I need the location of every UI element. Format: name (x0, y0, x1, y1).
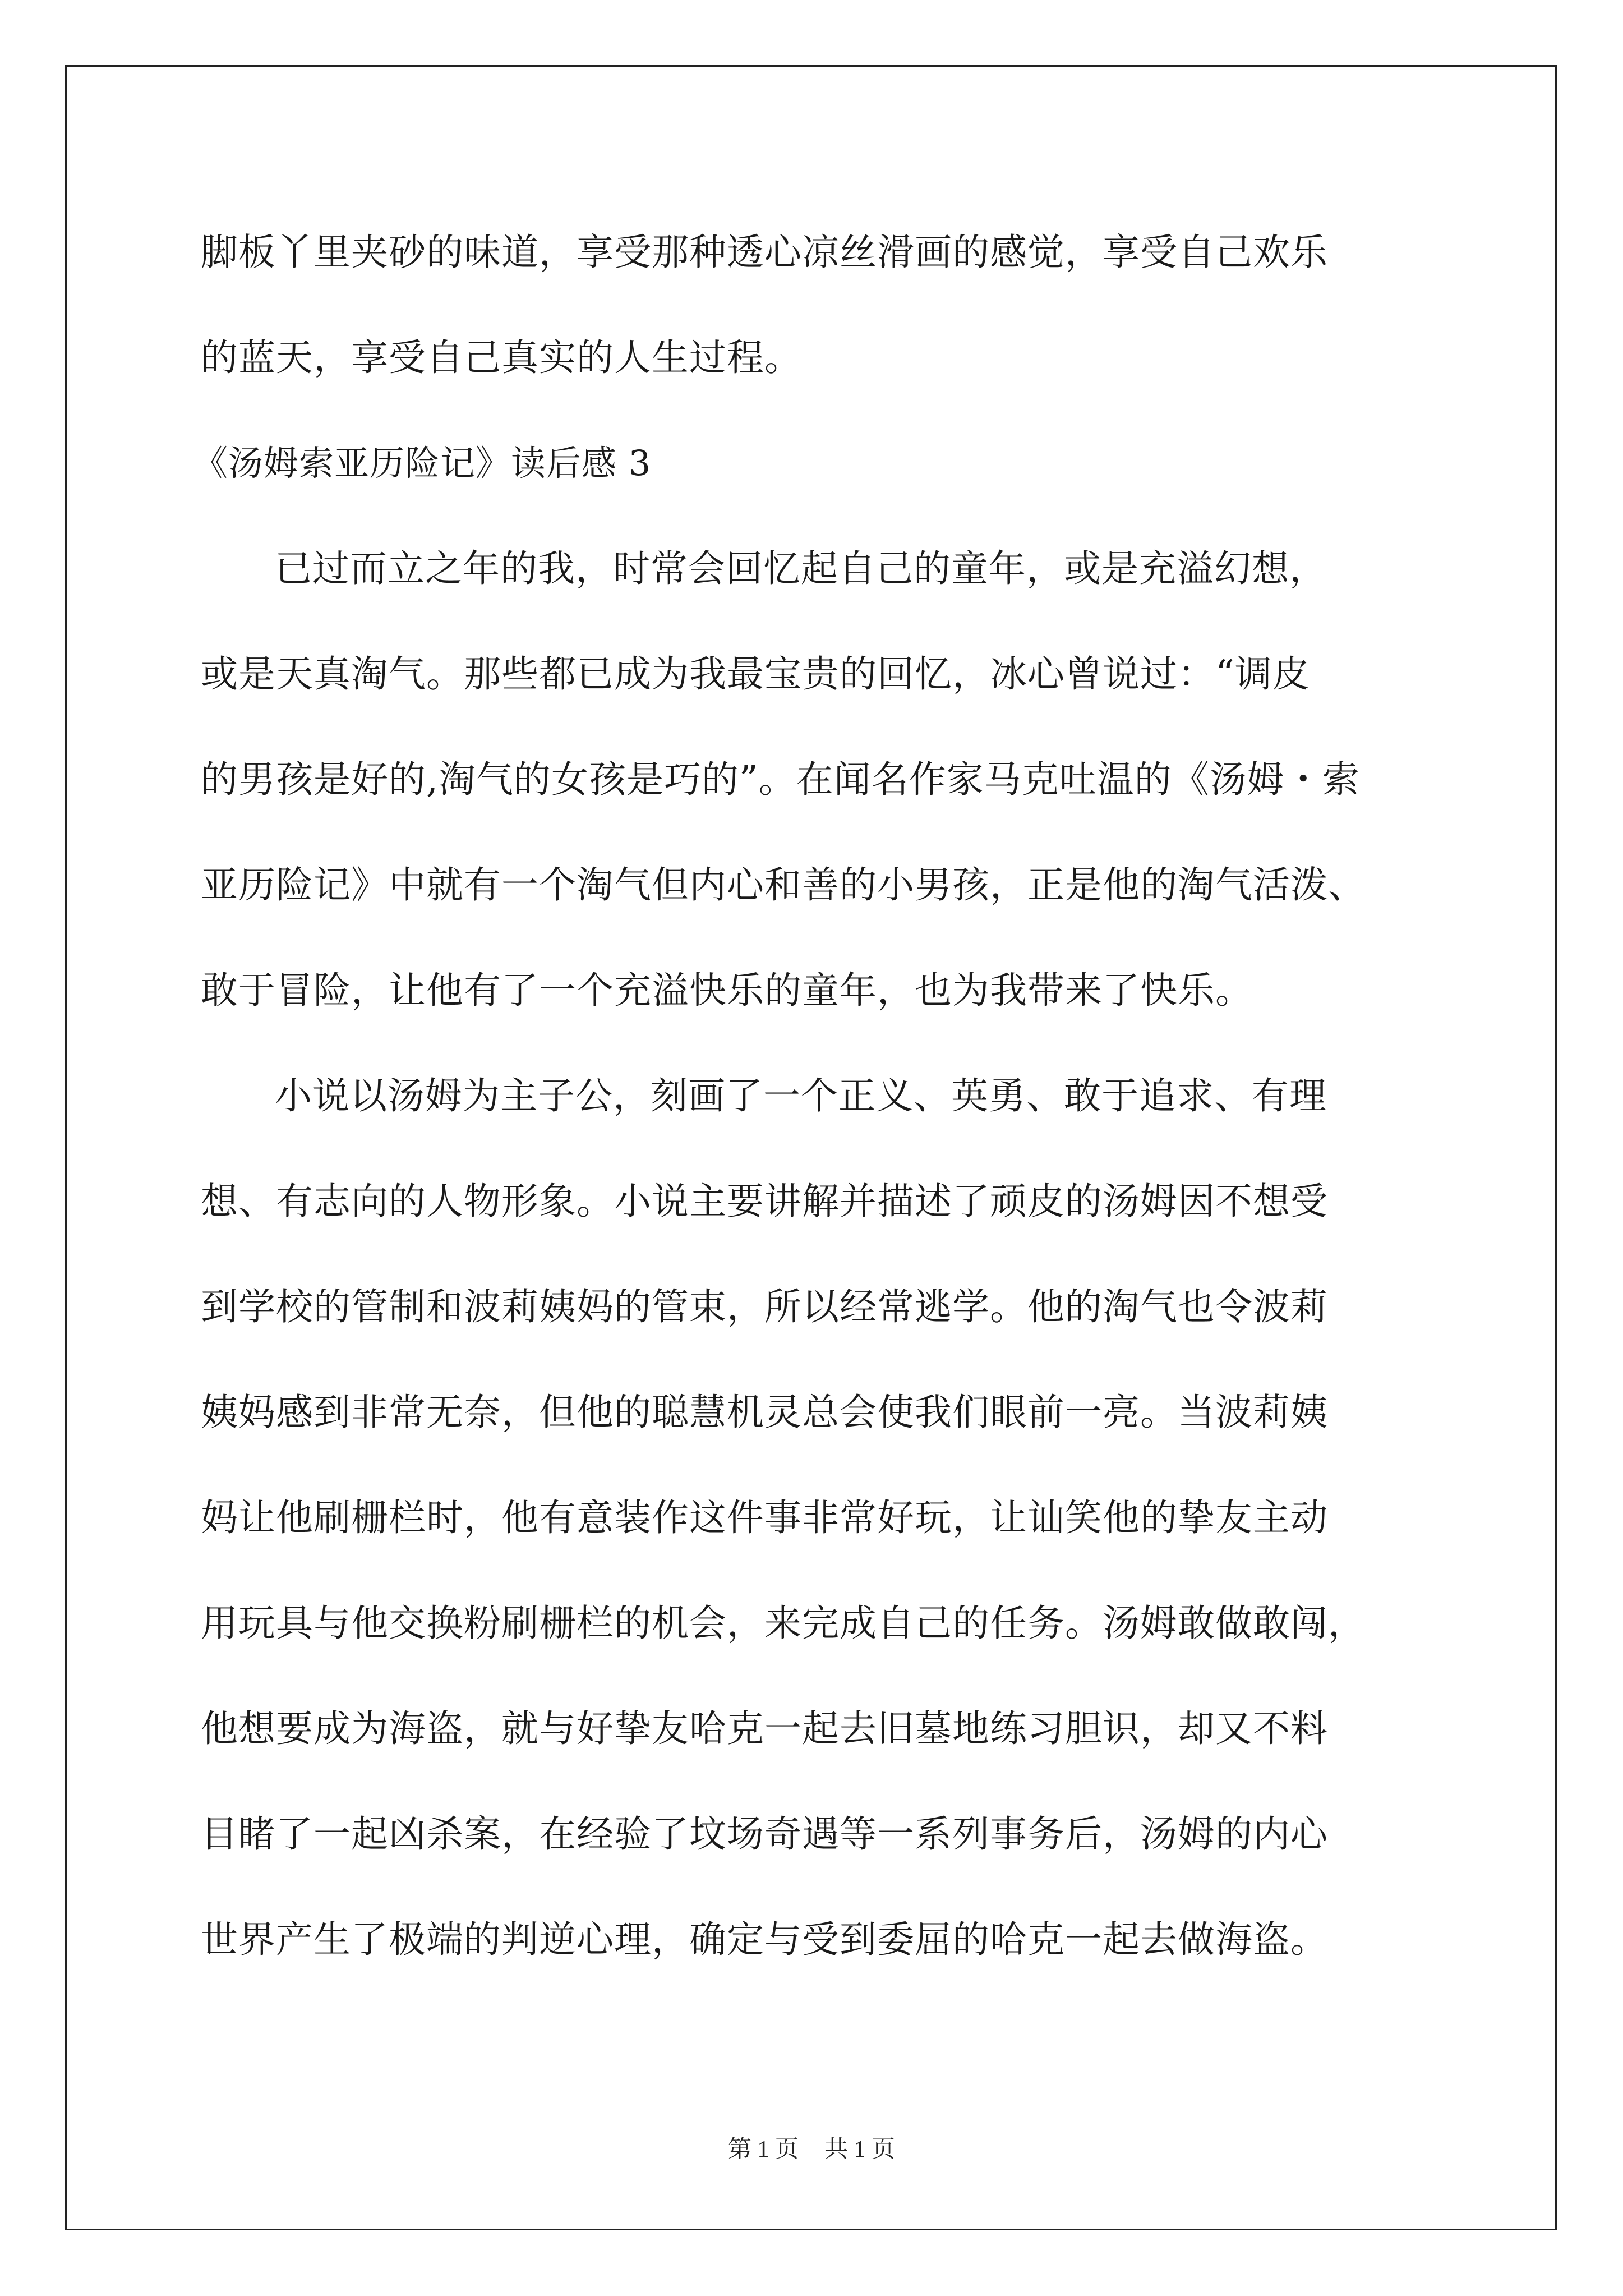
page-footer (0, 2131, 1623, 2164)
text-line: 他想要成为海盗，就与好挚友哈克一起去旧墓地练习胆识，却又不料 (201, 1707, 1328, 1750)
text-line: 目睹了一起凶杀案，在经验了坟场奇遇等一系列事务后，汤姆的内心 (201, 1812, 1328, 1856)
document-body (193, 213, 1463, 2006)
text-line: 敢于冒险，让他有了一个充溢快乐的童年，也为我带来了快乐。 (201, 969, 1253, 1012)
text-line: 或是天真淘气。那些都已成为我最宝贵的回忆，冰心曾说过：“调皮 (201, 652, 1310, 696)
page-total: 共 1 页 (824, 2137, 896, 2162)
section-heading: 《汤姆索亚历险记》读后感 3 (193, 443, 652, 484)
text-line: 的蓝天，享受自己真实的人生过程。 (201, 336, 802, 379)
text-line: 妈让他刷栅栏时，他有意装作这件事非常好玩，让讪笑他的挚友主动 (201, 1496, 1328, 1539)
page-number: 第 1 页 (727, 2137, 799, 2162)
text-line: 姨妈感到非常无奈，但他的聪慧机灵总会使我们眼前一亮。当波莉姨 (201, 1391, 1328, 1434)
text-line: 已过而立之年的我，时常会回忆起自己的童年，或是充溢幻想， (275, 547, 1327, 590)
text-line: 到学校的管制和波莉姨妈的管束，所以经常逃学。他的淘气也令波莉 (201, 1285, 1328, 1328)
text-line: 用玩具与他交换粉刷栅栏的机会，来完成自己的任务。汤姆敢做敢闯， (201, 1602, 1366, 1645)
text-line: 脚板丫里夹砂的味道，享受那种透心凉丝滑画的感觉，享受自己欢乐 (201, 231, 1328, 274)
text-line: 想、有志向的人物形象。小说主要讲解并描述了顽皮的汤姆因不想受 (201, 1180, 1328, 1223)
text-line: 世界产生了极端的判逆心理，确定与受到委屈的哈克一起去做海盗。 (201, 1918, 1328, 1961)
text-line: 小说以汤姆为主子公，刻画了一个正义、英勇、敢于追求、有理 (275, 1074, 1327, 1117)
text-line: 的男孩是好的,淘气的女孩是巧的”。在闻名作家马克吐温的《汤姆・索 (201, 758, 1360, 801)
text-line: 亚历险记》中就有一个淘气但内心和善的小男孩，正是他的淘气活泼、 (201, 863, 1366, 907)
